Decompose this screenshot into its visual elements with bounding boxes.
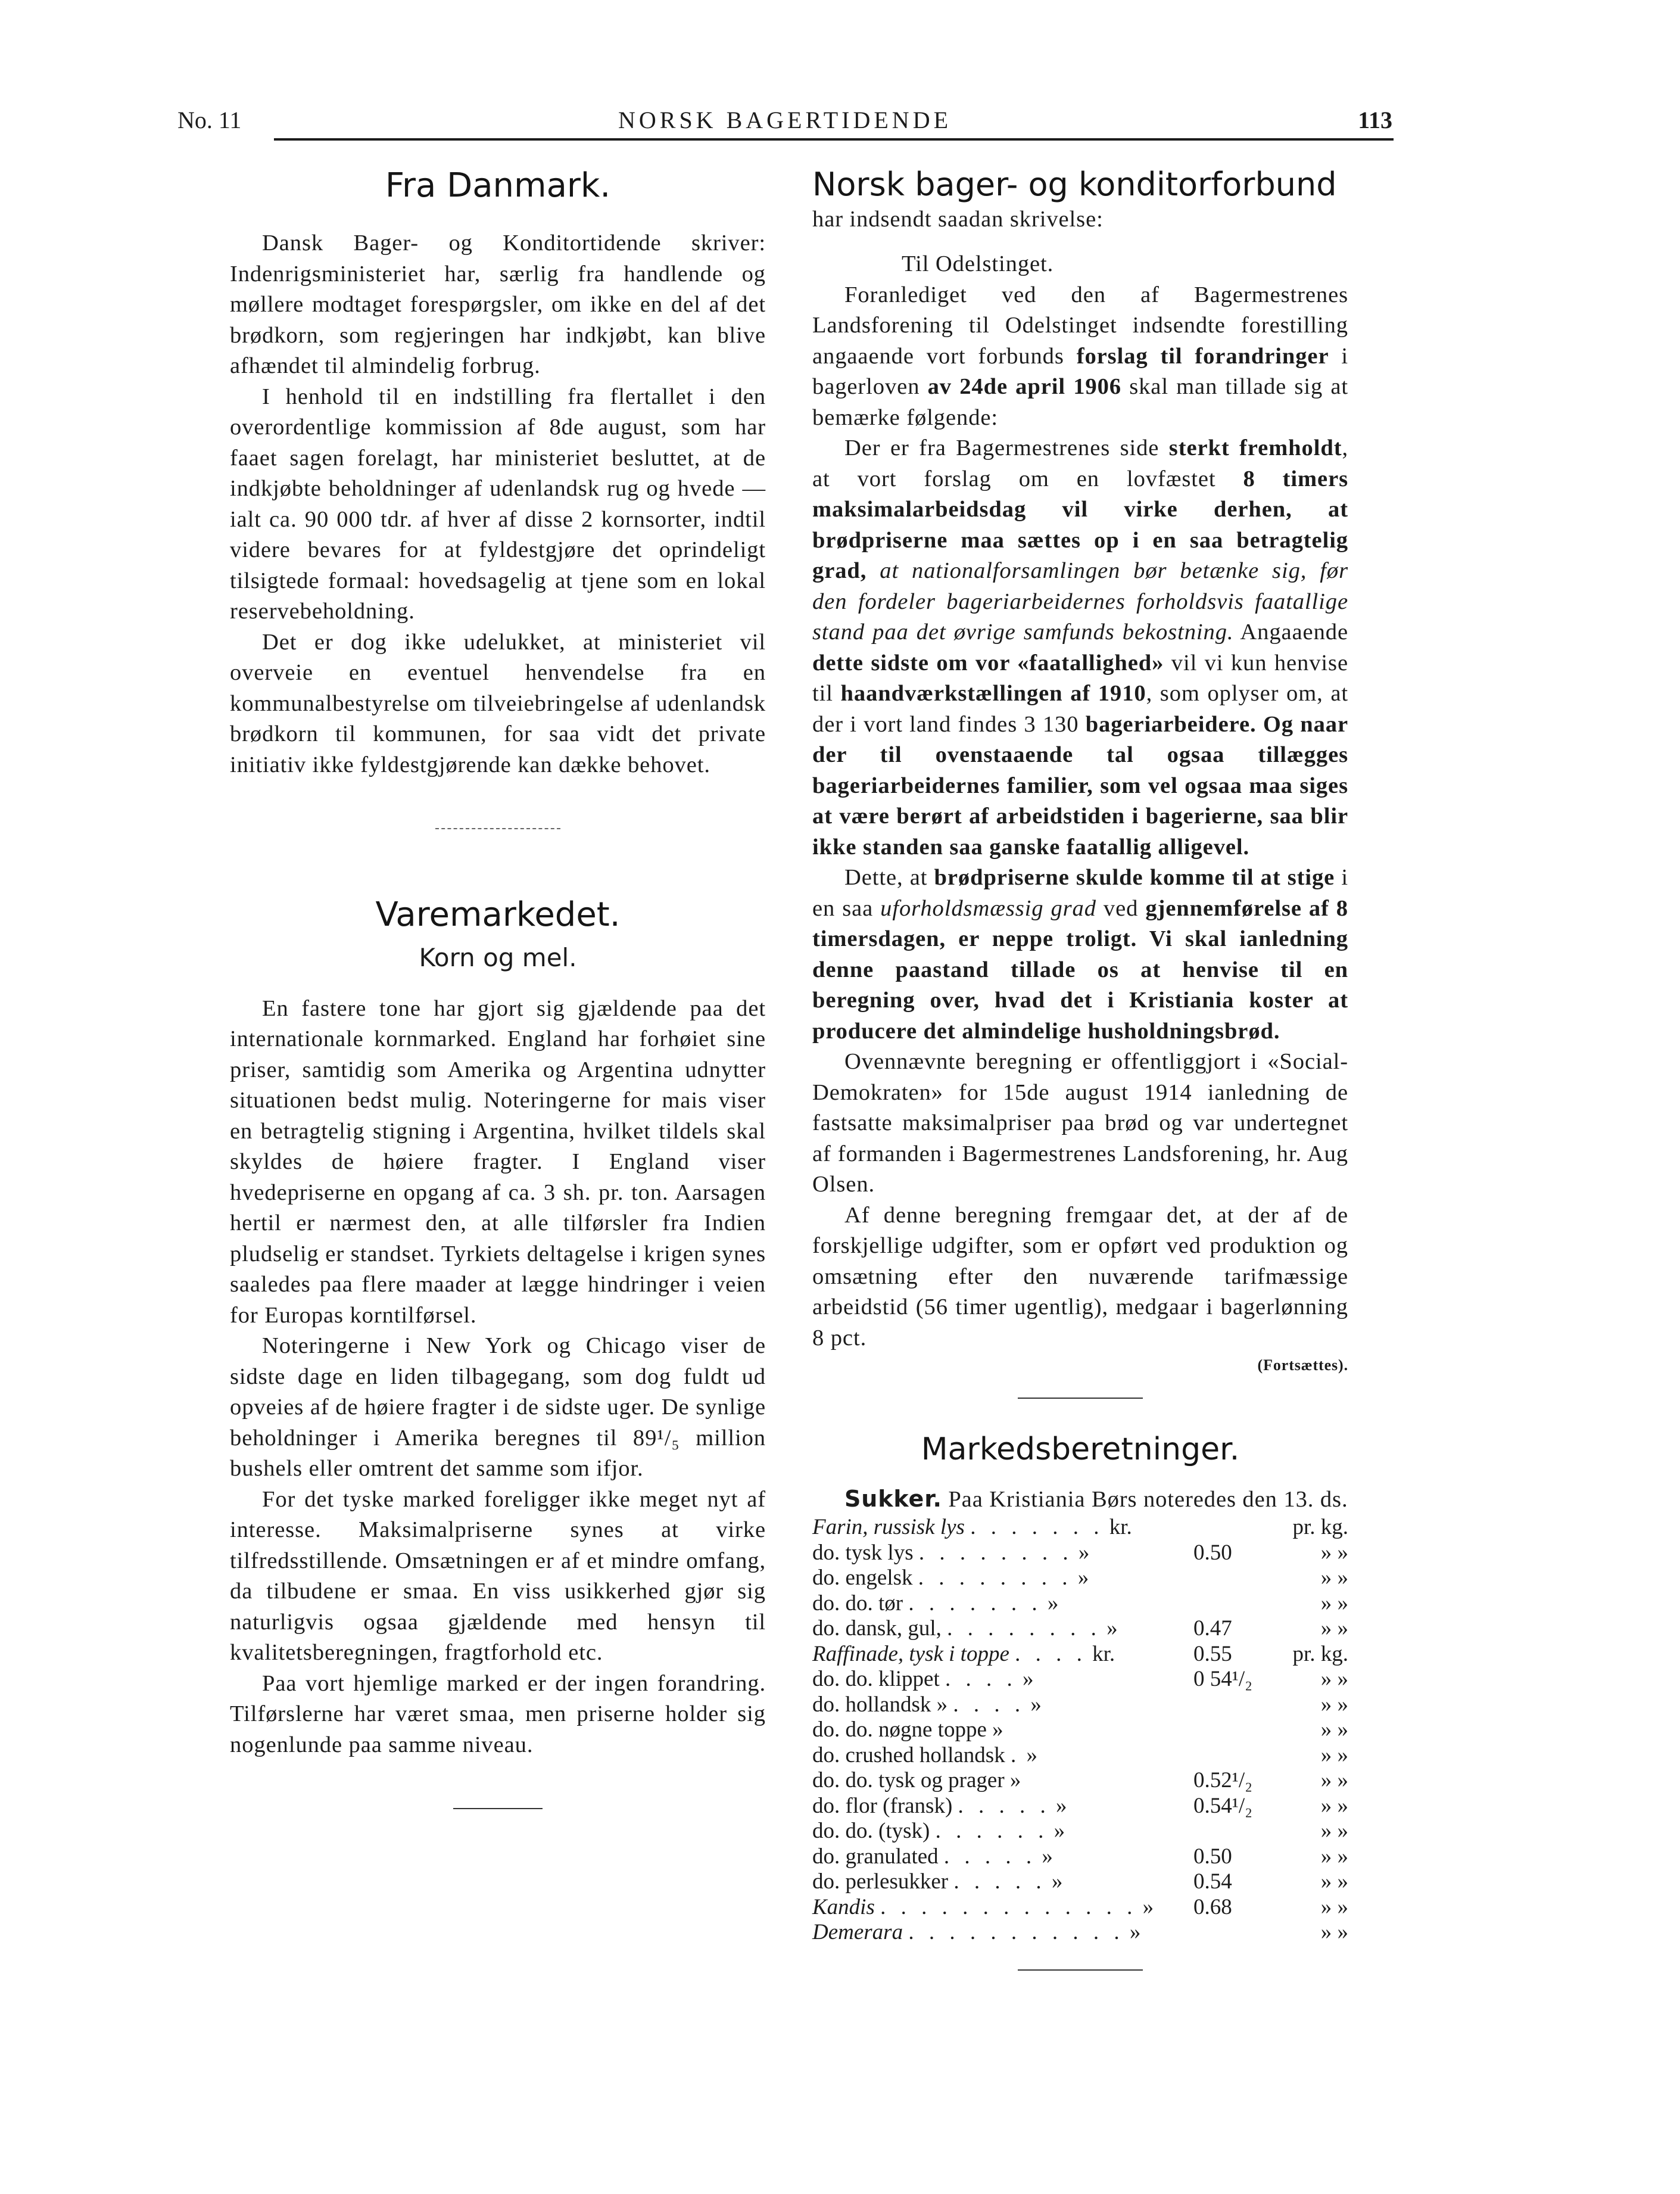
price-row xyxy=(812,1717,1348,1743)
product-cell xyxy=(812,1642,1193,1667)
currency-mark: kr. xyxy=(1109,1515,1132,1540)
product-cell xyxy=(812,1794,1193,1819)
paragraph: For det tyske marked foreligger ikke meget nyt af interesse. Maksimalpriserne synes at virke tilfredsstillende. Omsætningen er af et mindre omfang, da tilbudene er smaa. En viss usikkerhed gjør sig naturligvis ogsaa gjældende med hensyn til kvalitetsberegningen, fragtforhold etc. xyxy=(230,1486,766,1666)
article-norsk-bager-forbund xyxy=(812,166,1348,1377)
article-markedsberetninger xyxy=(812,1431,1348,1945)
leader-dots: . . . . . xyxy=(943,1844,1037,1869)
product-cell xyxy=(812,1743,1193,1769)
price-value xyxy=(1193,1515,1289,1541)
currency-mark: » xyxy=(1142,1894,1154,1919)
price-value: 0.54¹/₂ xyxy=(1193,1793,1253,1818)
price-row xyxy=(812,1794,1348,1819)
currency-mark: » xyxy=(1009,1768,1021,1793)
price-value: 0.68 xyxy=(1193,1894,1232,1919)
price-unit: » » xyxy=(1320,1920,1348,1945)
article-intro: har indsendt saadan skrivelse: xyxy=(812,206,1104,232)
leader-dots: . . . . . . . xyxy=(908,1591,1042,1616)
product-cell xyxy=(812,1667,1193,1692)
price-value xyxy=(1193,1591,1289,1617)
price-row xyxy=(812,1895,1348,1921)
price-value xyxy=(1193,1566,1289,1591)
currency-mark: » xyxy=(1047,1591,1059,1616)
article-fra-danmark xyxy=(230,166,766,780)
price-row xyxy=(812,1768,1348,1794)
price-unit: » » xyxy=(1320,1894,1348,1919)
product-name: do. tysk lys xyxy=(812,1540,914,1565)
leader-dots: . . . . . . . . xyxy=(918,1540,1073,1565)
price-row xyxy=(812,1515,1348,1541)
product-name: do. perlesukker xyxy=(812,1869,949,1894)
price-row xyxy=(812,1692,1348,1718)
currency-mark: » xyxy=(1077,1566,1089,1591)
paragraph: Noteringerne i New York og Chicago viser de sidste dage en liden tilbagegang, som dog fuldt ud opveies af de høiere fragter i de sidste uger. De synlige beholdninger i Amerika beregnes til 89¹/₅ million bushels eller omtrent det samme som ifjor. xyxy=(230,1333,766,1482)
running-header xyxy=(177,101,1392,137)
letter-address: Til Odelstinget. xyxy=(902,251,1054,277)
product-name: do. granulated xyxy=(812,1844,939,1869)
leader-dots: . . . . xyxy=(945,1667,1017,1692)
price-row xyxy=(812,1819,1348,1844)
product-cell xyxy=(812,1869,1193,1895)
product-name: Demerara xyxy=(812,1920,903,1945)
sukker-label: Sukker. xyxy=(844,1485,942,1512)
product-name: do. crushed hollandsk xyxy=(812,1742,1005,1767)
price-unit: pr. kg. xyxy=(1292,1641,1348,1666)
price-unit: pr. kg. xyxy=(1292,1515,1348,1540)
product-name: do. do. nøgne toppe xyxy=(812,1717,987,1742)
leader-dots: . . . . . . . . . . . . . xyxy=(880,1894,1137,1919)
product-name: do. do. tør xyxy=(812,1591,903,1616)
price-value: 0.50 xyxy=(1193,1844,1232,1869)
currency-mark: » xyxy=(1053,1819,1065,1844)
product-name: do. hollandsk » xyxy=(812,1692,948,1717)
price-row xyxy=(812,1743,1348,1769)
product-cell xyxy=(812,1717,1193,1743)
product-cell xyxy=(812,1895,1193,1921)
leader-dots: . . . . . xyxy=(958,1793,1051,1818)
product-name: do. do. (tysk) xyxy=(812,1819,930,1844)
price-value xyxy=(1193,1717,1289,1743)
paragraph: I henhold til en indstilling fra flertallet i den overordentlige kommission af 8de august, som har faaet sagen forelagt, har ministeriet besluttet, at de indkjøbte beholdninger af udenlandsk rug og hvede — ialt ca. 90 000 tdr. af hver af disse 2 kornsorter, indtil videre bevares for at fyldestgjøre det oprindeligt tilsigtede formaal: hovedsagelig at tjene som en lokal reservebeholdning. xyxy=(230,384,766,624)
article-title: Norsk bager- og konditorforbund xyxy=(812,166,1337,203)
article-title: Varemarkedet. xyxy=(375,895,621,935)
paragraph: Det er dog ikke udelukket, at ministeriet vil overveie en eventuel henvendelse fra en kommunalbestyrelse om tilveiebringelse af udenlandsk brødkorn til kommunen, for saa vidt det private initiativ ikke fyldestgjørende kan dække behovet. xyxy=(230,629,766,777)
product-name: do. flor (fransk) xyxy=(812,1793,953,1818)
product-name: Farin, russisk lys xyxy=(812,1515,965,1540)
article-subtitle: Korn og mel. xyxy=(419,943,577,973)
price-row xyxy=(812,1566,1348,1591)
leader-dots: . . . . . . . . xyxy=(918,1566,1073,1591)
currency-mark: » xyxy=(1107,1616,1118,1641)
paragraph: En fastere tone har gjort sig gjældende paa det internationale kornmarked. England har forhøiet sine priser, samtidig som Amerika og Argentina udnytter situationen bedst mulig. Noteringerne for mais viser en betragtelig stigning i Argentina, hvilket tildels skal skyldes de høiere fragter. I England viser hvedepriserne en opgang af ca. 3 sh. pr. ton. Aarsagen hertil er nærmest den, at alle tilførsler fra Indien pludselig er standset. Tyrkiets deltagelse i krigen synes saaledes paa flere maader at lægge hindringer i veien for Europas korntilførsel. xyxy=(230,995,766,1328)
price-unit: » » xyxy=(1320,1692,1348,1717)
price-unit: » » xyxy=(1320,1844,1348,1869)
price-unit: » » xyxy=(1320,1667,1348,1692)
header-rule xyxy=(274,138,1394,141)
leader-dots: . . . . xyxy=(953,1692,1026,1717)
price-unit: » » xyxy=(1320,1869,1348,1894)
price-value xyxy=(1193,1920,1289,1946)
price-row xyxy=(812,1616,1348,1642)
currency-mark: kr. xyxy=(1092,1641,1115,1666)
price-value xyxy=(1193,1692,1289,1718)
price-value: 0.52¹/₂ xyxy=(1193,1768,1253,1793)
market-intro: Sukker. Paa Kristiania Børs noteredes den 13. ds. xyxy=(844,1485,1348,1512)
product-cell xyxy=(812,1515,1193,1541)
price-value xyxy=(1193,1743,1289,1769)
sugar-price-table xyxy=(812,1515,1348,1946)
paragraph: Af denne beregning fremgaar det, at der af de forskjellige udgifter, som er opført ved produktion og omsætning efter den nuværende tarifmæssige arbeidstid (56 timer ugentlig), medgaar i bagerlønning 8 pct. xyxy=(812,1202,1348,1350)
paragraph: Paa vort hjemlige marked er der ingen forandring. Tilførslerne har været smaa, men priserne holder sig nogenlunde paa samme niveau. xyxy=(230,1670,766,1757)
price-row xyxy=(812,1667,1348,1692)
product-name: do. engelsk xyxy=(812,1566,913,1591)
price-unit: » » xyxy=(1320,1742,1348,1767)
currency-mark: » xyxy=(1042,1844,1053,1869)
currency-mark: » xyxy=(992,1717,1003,1742)
price-row xyxy=(812,1642,1348,1667)
paragraph: Dette, at brødpriserne skulde komme til at stige i en saa uforholdsmæssig grad ved gjennemførelse af 8 timersdagen, er neppe troligt. Vi skal ianledning denne paastand tillade os at henvise til en beregning over, hvad det i Kristiania koster at producere det almindelige husholdningsbrød. xyxy=(812,865,1348,1044)
product-cell xyxy=(812,1692,1193,1718)
price-row xyxy=(812,1591,1348,1617)
price-unit: » » xyxy=(1320,1793,1348,1818)
product-cell xyxy=(812,1819,1193,1844)
currency-mark: » xyxy=(1078,1540,1090,1565)
product-name: do. do. klippet xyxy=(812,1667,940,1692)
leader-dots: . . . . . . xyxy=(935,1819,1049,1844)
product-cell xyxy=(812,1591,1193,1617)
section-divider xyxy=(1018,1969,1143,1971)
leader-dots: . . . . . . . xyxy=(970,1515,1104,1540)
paragraph: Dansk Bager- og Konditortidende skriver: Indenrigsministeriet har, særlig fra handlende og møllere modtaget forespørgsler, om ikke en del af det brødkorn, som regjeringen har indkjøbt, kan blive afhændet til almindelig forbrug. xyxy=(230,231,766,379)
currency-mark: » xyxy=(1129,1920,1141,1945)
price-row xyxy=(812,1541,1348,1566)
article-title: Fra Danmark. xyxy=(385,166,611,205)
article-varemarkedet xyxy=(230,895,766,1760)
price-unit: » » xyxy=(1320,1540,1348,1565)
currency-mark: » xyxy=(1051,1869,1063,1894)
issue-number: No. 11 xyxy=(177,107,242,133)
right-column xyxy=(812,166,1348,1971)
price-unit: » » xyxy=(1320,1616,1348,1641)
currency-mark: » xyxy=(1056,1793,1067,1818)
leader-dots: . . . . . . . . xyxy=(947,1616,1101,1641)
paragraph: Der er fra Bagermestrenes side sterkt fremholdt, at vort forslag om en lovfæstet 8 timers maksimalarbeidsdag vil virke derhen, at brødpriserne maa sættes op i en saa betragtelig grad, at nationalforsamlingen bør betænke sig, før den fordeler bageriarbeidernes forholdsvis faatallige stand paa det øvrige samfunds bekostning. Angaaende dette sidste om vor «faatallighed» vil vi kun henvise til haandværkstællingen af 1910, som oplyser om, at der i vort land findes 3 130 bageriarbeidere. Og naar der til ovenstaaende tal ogsaa tillægges bageriarbeidernes familier, som vel ogsaa maa siges at være berørt af arbeidstiden i bagerierne, saa blir ikke standen saa ganske faatallig alligevel. xyxy=(812,435,1349,860)
publication-title: NORSK BAGERTIDENDE xyxy=(618,107,952,133)
product-name: Kandis xyxy=(812,1894,875,1919)
price-unit: » » xyxy=(1320,1591,1348,1616)
price-value: 0.50 xyxy=(1193,1540,1232,1565)
product-cell xyxy=(812,1920,1193,1946)
price-row xyxy=(812,1844,1348,1870)
product-cell xyxy=(812,1768,1193,1794)
price-unit: » » xyxy=(1320,1819,1348,1844)
product-name: Raffinade, tysk i toppe xyxy=(812,1641,1009,1666)
price-row xyxy=(812,1920,1348,1946)
product-cell xyxy=(812,1541,1193,1566)
product-cell xyxy=(812,1844,1193,1870)
left-column xyxy=(230,166,766,1809)
price-value: 0 54¹/₂ xyxy=(1193,1667,1253,1692)
product-name: do. do. tysk og prager xyxy=(812,1768,1005,1793)
currency-mark: » xyxy=(1026,1742,1037,1767)
price-value xyxy=(1193,1819,1289,1844)
article-title: Markedsberetninger. xyxy=(921,1431,1240,1468)
currency-mark: » xyxy=(1030,1692,1042,1717)
continued-note: (Fortsættes). xyxy=(1257,1356,1348,1374)
price-unit: » » xyxy=(1320,1717,1348,1742)
product-cell xyxy=(812,1566,1193,1591)
section-divider xyxy=(453,1808,543,1809)
leader-dots: . . . . . xyxy=(953,1869,1046,1894)
price-value: 0.55 xyxy=(1193,1641,1232,1666)
product-cell xyxy=(812,1616,1193,1642)
paragraph: Ovennævnte beregning er offentliggjort i «Social-Demokraten» for 15de august 1914 ianledning de fastsatte maksimalpriser paa brød og var undertegnet af formanden i Bagermestrenes Landsforening, hr. Aug Olsen. xyxy=(812,1049,1348,1197)
price-value: 0.54 xyxy=(1193,1869,1232,1894)
price-row xyxy=(812,1869,1348,1895)
product-name: do. dansk, gul, xyxy=(812,1616,942,1641)
paragraph: Foranlediget ved den af Bagermestrenes Landsforening til Odelstinget indsendte forestilling angaaende vort forbunds forslag til forandringer i bagerloven av 24de april 1906 skal man tillade sig at bemærke følgende: xyxy=(812,282,1348,430)
leader-dots: . . . . . . . . . . . xyxy=(908,1920,1124,1945)
leader-dots: . xyxy=(1010,1742,1021,1767)
currency-mark: » xyxy=(1023,1667,1034,1692)
page-number: 113 xyxy=(1358,107,1392,133)
price-unit: » » xyxy=(1320,1566,1348,1591)
leader-dots: . . . . xyxy=(1015,1641,1087,1666)
price-unit: » » xyxy=(1320,1768,1348,1793)
price-value: 0.47 xyxy=(1193,1616,1232,1641)
